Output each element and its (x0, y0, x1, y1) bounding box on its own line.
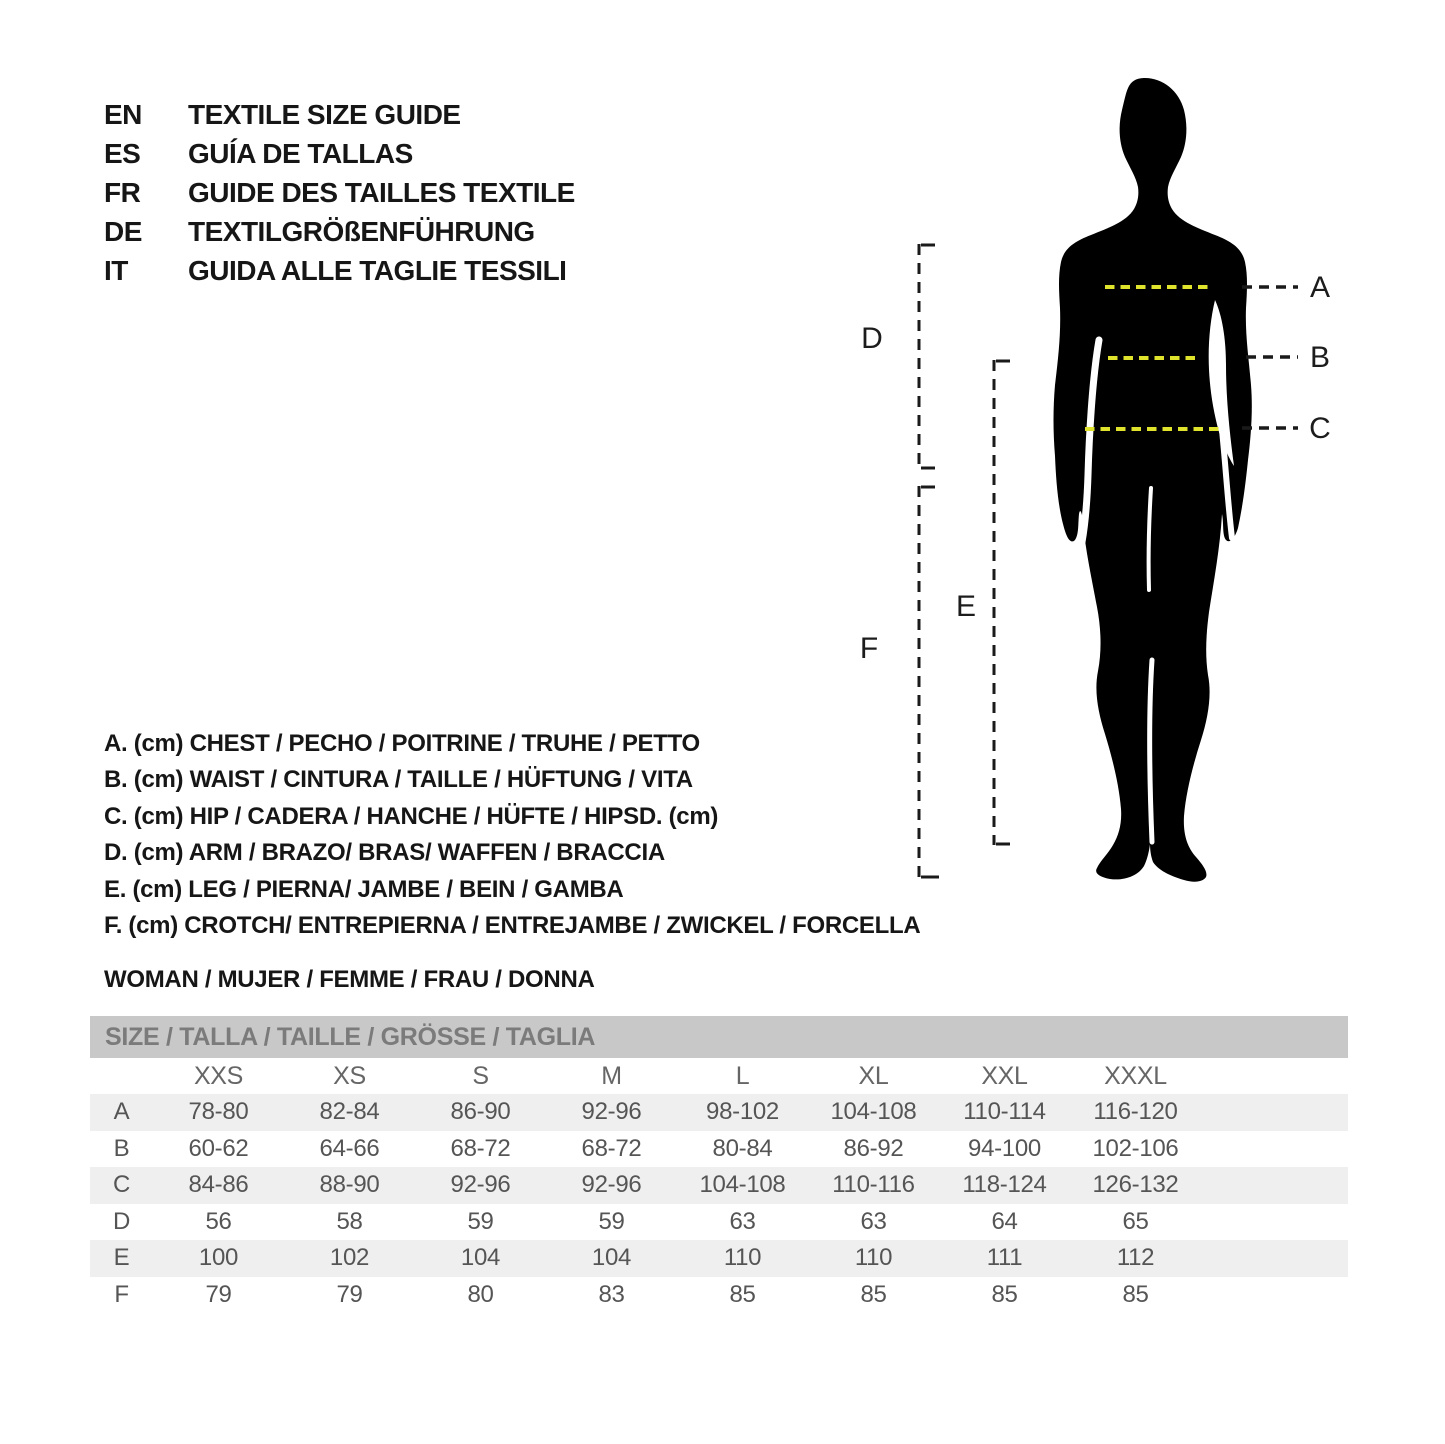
measurement-legend (104, 726, 920, 944)
size-value-cell: 60-62 (188, 1134, 249, 1162)
row-filler-cell (1201, 1094, 1348, 1131)
size-table (90, 1016, 1348, 1313)
size-value-cell: 102 (329, 1244, 370, 1272)
size-header-filler-cell (1201, 1058, 1348, 1094)
measurement-row-d (90, 1204, 1348, 1241)
language-code: ES (104, 138, 141, 169)
measurement-definition: F. (cm) CROTCH/ ENTREPIERNA / ENTREJAMBE / ZWICKEL / FORCELLA (104, 912, 921, 940)
language-code: IT (104, 255, 128, 286)
size-col-header: XS (333, 1061, 366, 1090)
crotch-gap (1149, 488, 1151, 590)
size-value-cell: 68-72 (450, 1134, 511, 1162)
measurement-definition: B. (cm) WAIST / CINTURA / TAILLE / HÜFTUNG / VITA (104, 766, 693, 794)
size-value-cell: 85 (1122, 1280, 1149, 1308)
gender-heading: WOMAN / MUJER / FEMME / FRAU / DONNA (104, 966, 595, 993)
language-row (104, 95, 575, 134)
size-value-cell: 80-84 (712, 1134, 773, 1162)
size-col-header: XXS (193, 1061, 244, 1090)
size-value-cell: 102-106 (1092, 1134, 1179, 1162)
size-value-cell: 104-108 (699, 1171, 786, 1199)
size-value-cell: 110-116 (832, 1171, 915, 1199)
size-value-cell: 112 (1116, 1244, 1155, 1272)
row-filler-cell (1201, 1240, 1348, 1277)
size-table-grid (90, 1058, 1348, 1313)
language-guide-title: GUIDA ALLE TAGLIE TESSILI (188, 255, 567, 286)
language-guide-title: GUÍA DE TALLAS (188, 138, 413, 169)
size-value-cell: 84-86 (188, 1171, 249, 1199)
size-value-cell: 110 (723, 1244, 762, 1272)
size-value-cell: 92-96 (581, 1171, 642, 1199)
measurement-definition: D. (cm) ARM / BRAZO/ BRAS/ WAFFEN / BRACCIA (104, 839, 665, 867)
size-value-cell: 111 (986, 1244, 1023, 1272)
language-row (104, 173, 575, 212)
language-guide-title: TEXTILE SIZE GUIDE (188, 99, 461, 130)
size-value-cell: 104 (460, 1244, 501, 1272)
size-value-cell: 82-84 (319, 1098, 380, 1126)
size-table-header-band: SIZE / TALLA / TAILLE / GRÖSSE / TAGLIA (90, 1016, 1348, 1058)
size-header-row (90, 1058, 1348, 1094)
row-filler-cell (1201, 1204, 1348, 1241)
size-value-cell: 56 (205, 1207, 232, 1235)
size-guide-figure (840, 60, 1380, 910)
measurement-definition: A. (cm) CHEST / PECHO / POITRINE / TRUHE / PETTO (104, 730, 700, 757)
size-value-cell: 92-96 (450, 1171, 511, 1199)
language-title-block (104, 95, 575, 290)
row-label: A (113, 1098, 130, 1126)
language-guide-title: GUIDE DES TAILLES TEXTILE (188, 177, 575, 208)
label-crotch-f: F (859, 632, 879, 665)
label-hip-c: C (1309, 412, 1331, 445)
size-col-header: M (601, 1061, 622, 1090)
size-value-cell: 110-114 (963, 1098, 1046, 1126)
language-guide-title: TEXTILGRÖßENFÜHRUNG (188, 216, 535, 247)
row-label: C (112, 1171, 131, 1199)
size-value-cell: 86-92 (843, 1134, 904, 1162)
language-row (104, 212, 575, 251)
measurement-definition: E. (cm) LEG / PIERNA/ JAMBE / BEIN / GAMBA (104, 875, 624, 903)
size-value-cell: 68-72 (581, 1134, 642, 1162)
language-row (104, 134, 575, 173)
label-arm-d: D (861, 322, 883, 355)
size-value-cell: 85 (991, 1280, 1018, 1308)
measurement-row-b (90, 1131, 1348, 1168)
size-value-cell: 88-90 (319, 1171, 380, 1199)
size-value-cell: 100 (198, 1244, 239, 1272)
row-label: E (113, 1244, 130, 1272)
size-value-cell: 78-80 (188, 1098, 249, 1126)
size-value-cell: 98-102 (706, 1098, 779, 1126)
size-col-header: L (735, 1061, 750, 1090)
size-value-cell: 79 (336, 1280, 363, 1308)
size-value-cell: 110 (854, 1244, 893, 1272)
size-value-cell: 59 (467, 1207, 494, 1235)
size-value-cell: 126-132 (1092, 1171, 1179, 1199)
size-value-cell: 79 (205, 1280, 232, 1308)
size-value-cell: 104 (591, 1244, 632, 1272)
language-code: FR (104, 177, 141, 208)
size-value-cell: 94-100 (968, 1134, 1041, 1162)
row-label: F (114, 1280, 129, 1308)
measurement-row-f (90, 1277, 1348, 1314)
woman-silhouette (1054, 78, 1252, 882)
measurement-row-e (90, 1240, 1348, 1277)
language-code: DE (104, 216, 142, 247)
size-value-cell: 64 (991, 1207, 1018, 1235)
size-col-header: XXXL (1104, 1061, 1167, 1090)
measurement-definition: C. (cm) HIP / CADERA / HANCHE / HÜFTE / HIPSD. (cm) (104, 802, 719, 830)
label-waist-b: B (1309, 341, 1331, 374)
language-row (104, 251, 575, 290)
row-filler-cell (1201, 1277, 1348, 1314)
row-label: D (112, 1207, 131, 1235)
measurement-row-c (90, 1167, 1348, 1204)
language-code: EN (104, 99, 142, 130)
size-value-cell: 63 (860, 1207, 887, 1235)
size-value-cell: 58 (336, 1207, 363, 1235)
size-value-cell: 83 (598, 1280, 625, 1308)
size-value-cell: 65 (1122, 1207, 1149, 1235)
size-col-header: XXL (981, 1061, 1028, 1090)
label-chest-a: A (1309, 271, 1331, 304)
size-value-cell: 104-108 (830, 1098, 917, 1126)
size-value-cell: 92-96 (581, 1098, 642, 1126)
label-leg-e: E (955, 590, 977, 623)
size-value-cell: 85 (729, 1280, 756, 1308)
size-value-cell: 86-90 (450, 1098, 511, 1126)
row-label: B (113, 1134, 130, 1162)
size-col-header: XL (858, 1061, 889, 1090)
size-value-cell: 63 (729, 1207, 756, 1235)
row-filler-cell (1201, 1167, 1348, 1204)
size-value-cell: 80 (467, 1280, 494, 1308)
calf-gap (1150, 660, 1152, 842)
measurement-row-a (90, 1094, 1348, 1131)
size-value-cell: 85 (860, 1280, 887, 1308)
size-value-cell: 116-120 (1093, 1098, 1178, 1126)
row-filler-cell (1201, 1131, 1348, 1168)
size-value-cell: 64-66 (319, 1134, 380, 1162)
size-value-cell: 59 (598, 1207, 625, 1235)
size-col-header: S (472, 1061, 489, 1090)
size-header-empty-cell (90, 1058, 153, 1094)
size-value-cell: 118-124 (962, 1171, 1047, 1199)
